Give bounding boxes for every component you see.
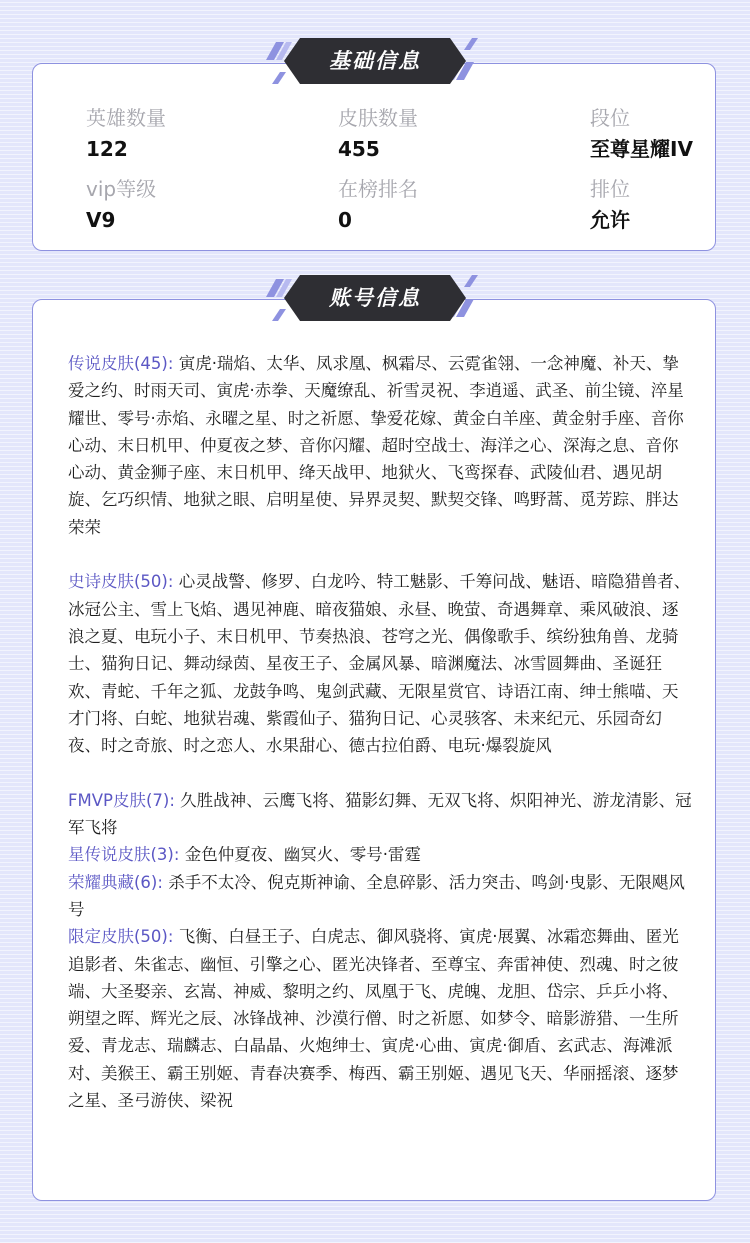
category-label: FMVP皮肤(7): bbox=[68, 790, 175, 810]
stat-vip-level bbox=[86, 177, 156, 232]
category-label: 星传说皮肤(3): bbox=[68, 845, 180, 865]
stat-value: V9 bbox=[86, 208, 116, 232]
stat-value: 122 bbox=[86, 137, 128, 161]
stat-rank-tier bbox=[590, 106, 693, 161]
stat-hero-count bbox=[86, 106, 166, 161]
category-items: 心灵战警、修罗、白龙吟、特工魅影、千筹问战、魅语、暗隐猎兽者、冰冠公主、雪上飞焰、遇见神鹿、暗夜猫娘、永昼、晚萤、奇遇舞章、乘风破浪、逐浪之夏、电玩小子、末日机甲、节奏热浪、苍穹之光、偶像歌手、缤纷独角兽、龙骑士、猫狗日记、舞动绿茵、星夜王子、金属风暴、暗渊魔法、冰雪圆舞曲、圣诞狂欢、青蛇、千年之狐、龙鼓争鸣、鬼剑武藏、无限星赏官、诗语江南、绅士熊喵、天才门将、白蛇、地狱岩魂、紫霞仙子、猫狗日记、心灵骇客、未来纪元、乐园奇幻夜、时之奇旅、时之恋人、水果甜心、德古拉伯爵、电玩·爆裂旋风 bbox=[68, 572, 691, 756]
category-items: 金色仲夏夜、幽冥火、零号·雷霆 bbox=[184, 845, 421, 865]
category-label: 传说皮肤(45): bbox=[68, 354, 174, 373]
category-items: 寅虎·瑞焰、太华、凤求凰、枫霜尽、云霓雀翎、一念神魔、补天、挚爱之约、时雨天司、寅虎·赤拳、天魔缭乱、祈雪灵祝、李逍遥、武圣、前尘镜、淬星耀世、零号·赤焰、永曜之星、时之祈愿、挚爱花嫁、黄金白羊座、黄金射手座、音你心动、末日机甲、仲夏夜之梦、音你闪耀、超时空战士、海洋之心、深海之息、音你心动、黄金狮子座、末日机甲、绛天战甲、地狱火、飞鸾探春、武陵仙君、遇见胡旋、乞巧织情、地狱之眼、启明星使、异界灵契、默契交锋、鸣野蒿、觅芳踪、胖达荣荣 bbox=[68, 354, 684, 537]
stat-label: vip等级 bbox=[86, 177, 157, 201]
stat-label: 段位 bbox=[590, 106, 630, 130]
section-banner-account bbox=[266, 275, 484, 321]
stat-label: 排位 bbox=[590, 177, 630, 201]
category-items: 杀手不太冷、倪克斯神谕、全息碎影、活力突击、鸣剑·曳影、无限飓风号 bbox=[68, 872, 685, 919]
stat-label: 英雄数量 bbox=[86, 106, 166, 130]
skin-category-fmvp bbox=[68, 787, 694, 842]
category-label: 荣耀典藏(6): bbox=[68, 872, 163, 892]
stat-ranked bbox=[590, 177, 630, 232]
category-label: 限定皮肤(50): bbox=[68, 927, 174, 947]
category-label: 史诗皮肤(50): bbox=[68, 572, 174, 592]
stat-value: 允许 bbox=[590, 208, 630, 232]
stat-label: 在榜排名 bbox=[338, 177, 418, 201]
section-title: 账号信息 bbox=[329, 286, 421, 310]
stat-leaderboard bbox=[338, 177, 418, 232]
stat-value: 455 bbox=[338, 137, 380, 161]
category-items: 飞衡、白昼王子、白虎志、御风骁将、寅虎·展翼、冰霜恋舞曲、匿光追影者、朱雀志、幽恒、引擎之心、匿光决锋者、至尊宝、奔雷神使、烈魂、时之彼端、大圣娶亲、玄嵩、神威、黎明之约、凤凰于飞、虎魄、龙胆、岱宗、乒乒小将、朔望之晖、辉光之辰、冰锋战神、沙漠行僧、时之祈愿、如梦令、暗影游猎、一生所爱、青龙志、瑞麟志、白晶晶、火炮绅士、寅虎·心曲、寅虎·御盾、玄武志、海滩派对、美猴王、霸王别姬、青春决赛季、梅西、霸王别姬、遇见飞天、华丽摇滚、逐梦之星、圣弓游侠、梁祝 bbox=[68, 927, 679, 1111]
skin-category-limited bbox=[68, 923, 694, 1114]
category-items: 久胜战神、云鹰飞将、猫影幻舞、无双飞将、炽阳神光、游龙清影、冠军飞将 bbox=[68, 790, 692, 838]
section-banner-basic bbox=[266, 38, 484, 84]
stat-value: 0 bbox=[338, 208, 352, 232]
stat-label: 皮肤数量 bbox=[338, 106, 418, 130]
skin-category-legend bbox=[68, 350, 694, 541]
stat-skin-count bbox=[338, 106, 418, 161]
skin-list bbox=[68, 350, 694, 1114]
skin-category-star-legend bbox=[68, 841, 694, 868]
section-title: 基础信息 bbox=[329, 49, 421, 73]
skin-category-epic bbox=[68, 568, 694, 759]
skin-category-glory-collection bbox=[68, 869, 694, 924]
stat-value: 至尊星耀IV bbox=[590, 137, 693, 161]
